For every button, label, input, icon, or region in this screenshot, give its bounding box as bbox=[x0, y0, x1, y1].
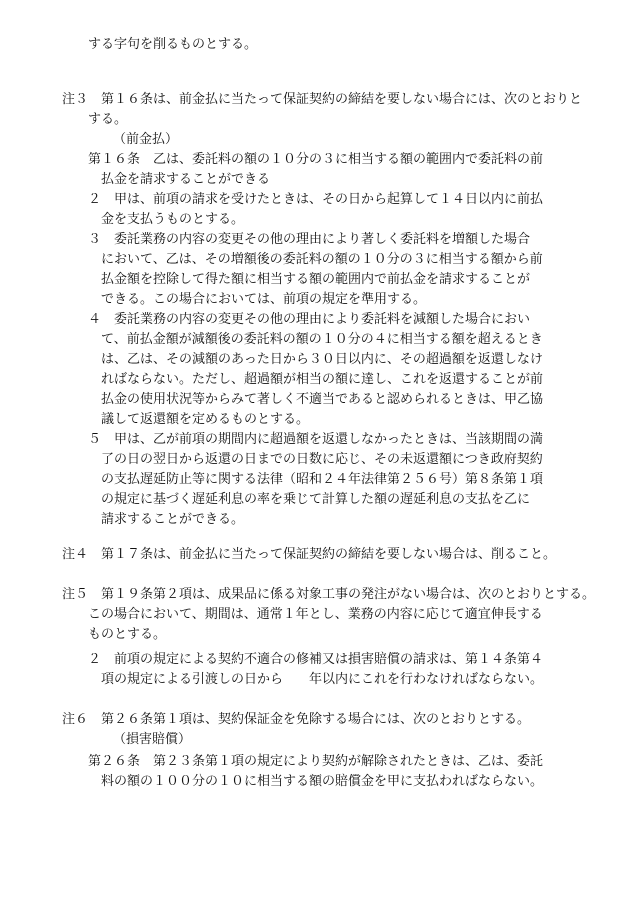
text-line: できる。この場合においては、前項の規定を準用する。 bbox=[101, 292, 427, 307]
article-caption: （損害賠償） bbox=[113, 732, 192, 747]
text-line: 項の規定による引渡しの日から 年以内にこれを行わなければならない。 bbox=[101, 672, 544, 687]
text-line: ればならない。ただし、超過額が相当の額に達し、これを返還することが前 bbox=[101, 372, 544, 387]
paragraph-2: ２ 前項の規定による契約不適合の修補又は損害賠償の請求は、第１４条第４ bbox=[88, 652, 544, 667]
text-line: て、前払金額が減額後の委託料の額の１０分の４に相当する額を超えるとき bbox=[101, 332, 543, 347]
text-line: この場合において、期間は、通常１年とし、業務の内容に応じて適宜伸長する bbox=[88, 607, 543, 622]
paragraph-4: ４ 委託業務の内容の変更その他の理由により委託料を減額した場合におい bbox=[88, 312, 531, 327]
paragraph-5: ５ 甲は、乙が前項の期間内に超過額を返還しなかったときは、当該期間の満 bbox=[88, 432, 544, 447]
note-5-heading: 注５ 第１９条第２項は、成果品に係る対象工事の発注がない場合は、次のとおりとする。 bbox=[62, 587, 596, 602]
text-line: 払金額を控除して得た額に相当する額の範囲内で前払金を請求することが bbox=[101, 272, 531, 287]
text-line: 払金を請求することができる bbox=[101, 172, 271, 187]
text-line: 払金の使用状況等からみて著しく不適当であると認められるときは、甲乙協 bbox=[101, 392, 544, 407]
text-line: において、乙は、その増額後の委託料の額の１０分の３に相当する額から前 bbox=[101, 252, 543, 267]
text-line: 請求することができる。 bbox=[101, 512, 245, 527]
text-line: ものとする。 bbox=[88, 627, 167, 642]
note-6-heading: 注６ 第２６条第１項は、契約保証金を免除する場合には、次のとおりとする。 bbox=[62, 712, 531, 727]
paragraph-3: ３ 委託業務の内容の変更その他の理由により著しく委託料を増額した場合 bbox=[88, 232, 531, 247]
note-3-heading: 注３ 第１６条は、前金払に当たって保証契約の締結を要しない場合には、次のとおりと bbox=[62, 92, 583, 107]
text-line: 料の額の１００分の１０に相当する額の賠償金を甲に支払わればならない。 bbox=[101, 774, 544, 789]
article-26-heading: 第２６条 第２３条第１項の規定により契約が解除されたときは、乙は、委託 bbox=[88, 754, 544, 769]
article-caption: （前金払） bbox=[113, 132, 179, 147]
paragraph-2: ２ 甲は、前項の請求を受けたときは、その日から起算して１４日以内に前払 bbox=[88, 192, 544, 207]
text-line: 金を支払うものとする。 bbox=[101, 212, 245, 227]
text-line: 了の日の翌日から返還の日までの日数に応じ、その未返還額につき政府契約 bbox=[101, 452, 543, 467]
note-4-heading: 注４ 第１７条は、前金払に当たって保証契約の締結を要しない場合は、削ること。 bbox=[62, 547, 557, 562]
text-line: する字句を削るものとする。 bbox=[88, 37, 258, 52]
text-line: の規定に基づく遅延利息の率を乗じて計算した額の遅延利息の支払を乙に bbox=[101, 492, 531, 507]
text-line: 議して返還額を定めるものとする。 bbox=[101, 412, 310, 427]
text-line: の支払遅延防止等に関する法律（昭和２４年法律第２５６号）第８条第１項 bbox=[101, 472, 544, 487]
text-line: する。 bbox=[88, 112, 128, 127]
text-line: は、乙は、その減額のあった日から３０日以内に、その超過額を返還しなけ bbox=[101, 352, 543, 367]
article-16-heading: 第１６条 乙は、委託料の額の１０分の３に相当する額の範囲内で委託料の前 bbox=[88, 152, 544, 167]
